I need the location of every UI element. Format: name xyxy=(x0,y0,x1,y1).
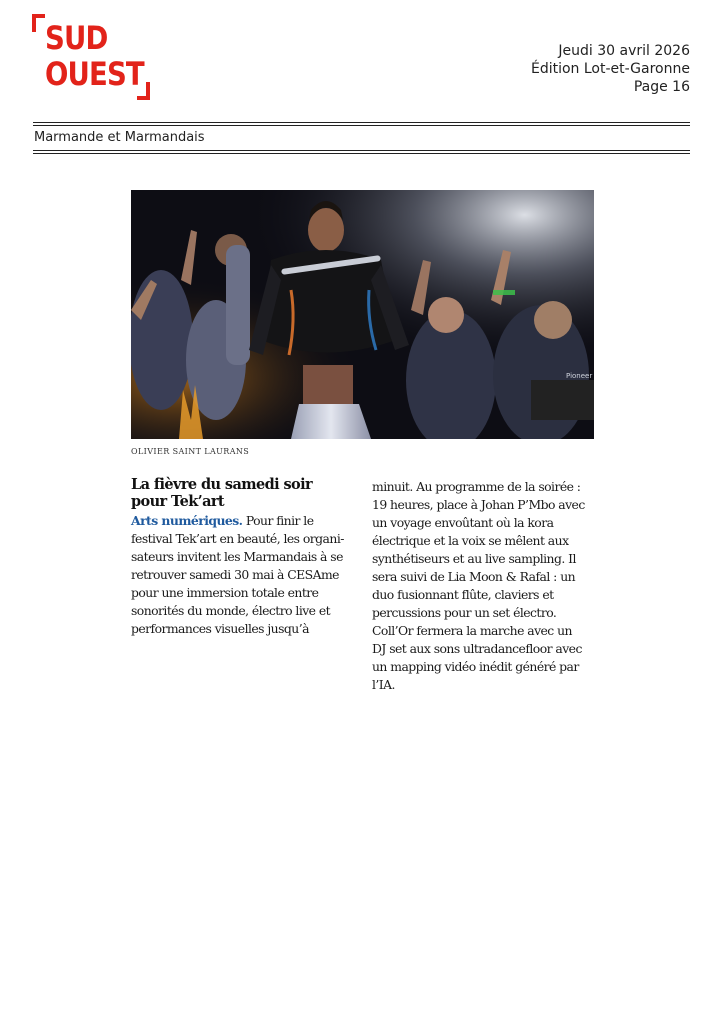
concert-photo-illustration xyxy=(131,190,594,439)
headline-line-2: pour Tek’art xyxy=(131,493,225,510)
page-number: Page 16 xyxy=(633,79,690,95)
header-rule-bottom-2 xyxy=(33,153,690,154)
body-line xyxy=(131,512,366,530)
logo-bracket-bottom-right xyxy=(137,82,150,100)
body-line: un voyage envoûtant où la kora xyxy=(372,515,554,530)
body-line: synthétiseurs et au live sampling. Il xyxy=(372,551,576,566)
body-line: festival Tek’art en beauté, les organi- xyxy=(131,531,344,546)
header-rule-bottom-1 xyxy=(33,150,690,151)
sud-ouest-logo xyxy=(32,14,150,100)
article-headline xyxy=(131,476,361,510)
body-line-text: Pour finir le xyxy=(242,513,314,528)
header-rule-top-2 xyxy=(33,125,690,126)
article-kicker: Arts numériques. xyxy=(131,513,243,528)
edition-info xyxy=(531,42,690,96)
body-line: percussions pour un set électro. xyxy=(372,605,557,620)
article-column-1 xyxy=(131,512,366,638)
body-line: retrouver samedi 30 mai à CESAme xyxy=(131,567,339,582)
logo-bracket-top-left xyxy=(32,14,45,32)
body-line: électrique et la voix se mêlent aux xyxy=(372,533,569,548)
issue-date: Jeudi 30 avril 2026 xyxy=(558,43,690,59)
keyboard-brand-label: Pioneer xyxy=(566,372,593,380)
body-line: Coll’Or fermera la marche avec un xyxy=(372,623,572,638)
headline-line-1: La fièvre du samedi soir xyxy=(131,476,313,493)
body-line: sateurs invitent les Marmandais à se xyxy=(131,549,343,564)
body-line: 19 heures, place à Johan P’Mbo avec xyxy=(372,497,585,512)
section-title: Marmande et Marmandais xyxy=(34,130,205,145)
body-line: DJ set aux sons ultradancefloor avec xyxy=(372,641,582,656)
photo-credit: OLIVIER SAINT LAURANS xyxy=(131,447,250,456)
logo-line-1: SUD xyxy=(45,19,108,57)
header-rule-top-1 xyxy=(33,122,690,123)
logo-line-2: OUEST xyxy=(45,55,144,93)
body-line: sera suivi de Lia Moon & Rafal : un xyxy=(372,569,576,584)
body-line: sonorités du monde, électro live et xyxy=(131,603,331,618)
body-line: performances visuelles jusqu’à xyxy=(131,621,309,636)
article-photo xyxy=(131,190,594,439)
edition-name: Édition Lot-et-Garonne xyxy=(530,61,690,77)
body-line: un mapping vidéo inédit généré par xyxy=(372,659,579,674)
article-column-2 xyxy=(372,478,597,694)
body-line: pour une immersion totale entre xyxy=(131,585,319,600)
body-line: minuit. Au programme de la soirée : xyxy=(372,479,581,494)
body-line: l’IA. xyxy=(372,677,395,692)
body-line: duo fusionnant flûte, claviers et xyxy=(372,587,554,602)
